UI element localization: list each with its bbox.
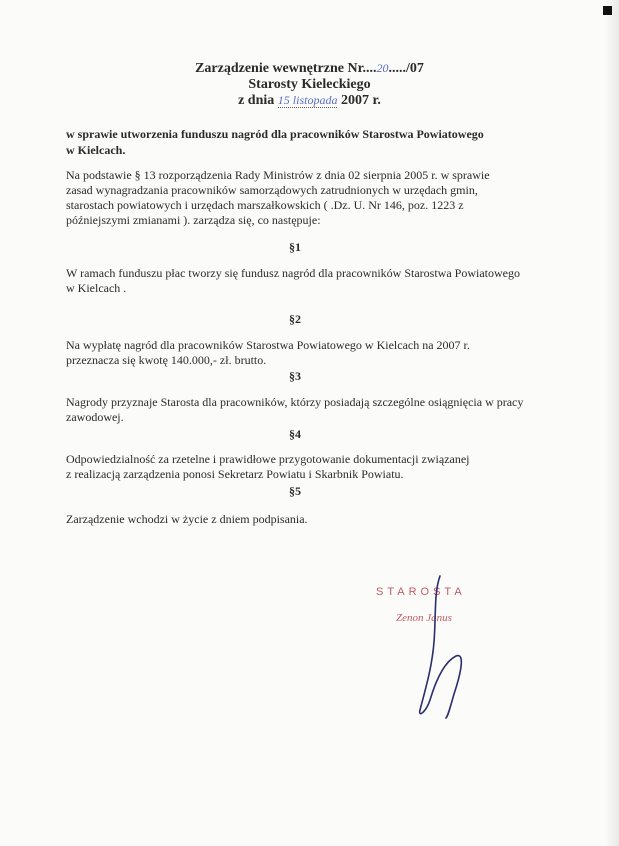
section-3-mark: §3 xyxy=(289,369,301,383)
preamble-line: zasad wynagradzania pracowników samorządowych zatrudnionych w urzędach gmin, xyxy=(66,183,478,197)
section-line: w Kielcach . xyxy=(66,281,127,295)
section-line: z realizacją zarządzenia ponosi Sekretarz Powiatu i Skarbnik Powiatu. xyxy=(66,467,404,481)
handwritten-number: 20 xyxy=(376,61,389,75)
section-1-mark: §1 xyxy=(289,240,301,254)
section-2-text xyxy=(66,338,556,368)
title-dots: ..... xyxy=(388,61,407,76)
subject-line: w sprawie utworzenia funduszu nagród dla pracowników Starostwa Powiatowego xyxy=(66,127,484,141)
document-title-line-2: Starosty Kieleckiego xyxy=(248,77,371,92)
date-prefix: z dnia xyxy=(238,93,275,108)
stamp-title: STAROSTA xyxy=(376,586,466,598)
scan-corner-mark xyxy=(603,6,612,15)
section-5-mark: §5 xyxy=(289,484,301,498)
handwritten-signature xyxy=(396,572,476,722)
document-title-line-3 xyxy=(0,92,619,109)
handwritten-date: 15 listopada xyxy=(277,93,338,107)
subject xyxy=(66,126,536,158)
section-line: zawodowej. xyxy=(66,410,124,424)
date-suffix: 2007 r. xyxy=(340,93,381,108)
subject-line: w Kielcach. xyxy=(66,143,126,157)
preamble-line: późniejszymi zmianami ). zarządza się, co następuje: xyxy=(66,213,321,227)
section-1-text xyxy=(66,266,556,296)
title-prefix: Zarządzenie wewnętrzne Nr xyxy=(195,61,363,76)
title-dots: .... xyxy=(362,61,377,76)
section-line: Odpowiedzialność za rzetelne i prawidłowe przygotowanie dokumentacji związanej xyxy=(66,452,470,466)
preamble-line: starostach powiatowych i urzędach marszałkowskich ( .Dz. U. Nr 146, poz. 1223 z xyxy=(66,198,464,212)
section-2-mark: §2 xyxy=(289,312,301,326)
section-line: przeznacza się kwotę 140.000,- zł. brutto. xyxy=(66,353,267,367)
preamble-line: Na podstawie § 13 rozporządzenia Rady Ministrów z dnia 02 sierpnia 2005 r. w sprawie xyxy=(66,168,490,182)
section-line: Nagrody przyznaje Starosta dla pracowników, którzy posiadają szczególne osiągnięcia w pracy xyxy=(66,395,524,409)
stamp-name: Zenon Janus xyxy=(396,612,452,624)
section-4-mark: §4 xyxy=(289,427,301,441)
section-5-text xyxy=(66,512,556,527)
section-3-text xyxy=(66,395,556,425)
preamble xyxy=(66,168,556,228)
section-4-text xyxy=(66,452,556,482)
section-line: Zarządzenie wchodzi w życie z dniem podpisania. xyxy=(66,512,308,526)
section-line: Na wypłatę nagród dla pracowników Starostwa Powiatowego w Kielcach na 2007 r. xyxy=(66,338,470,352)
section-line: W ramach funduszu płac tworzy się fundusz nagród dla pracowników Starostwa Powiatowego xyxy=(66,266,520,280)
document-title-line-1 xyxy=(0,60,619,77)
scan-edge xyxy=(605,0,619,846)
title-suffix: /07 xyxy=(406,61,424,76)
